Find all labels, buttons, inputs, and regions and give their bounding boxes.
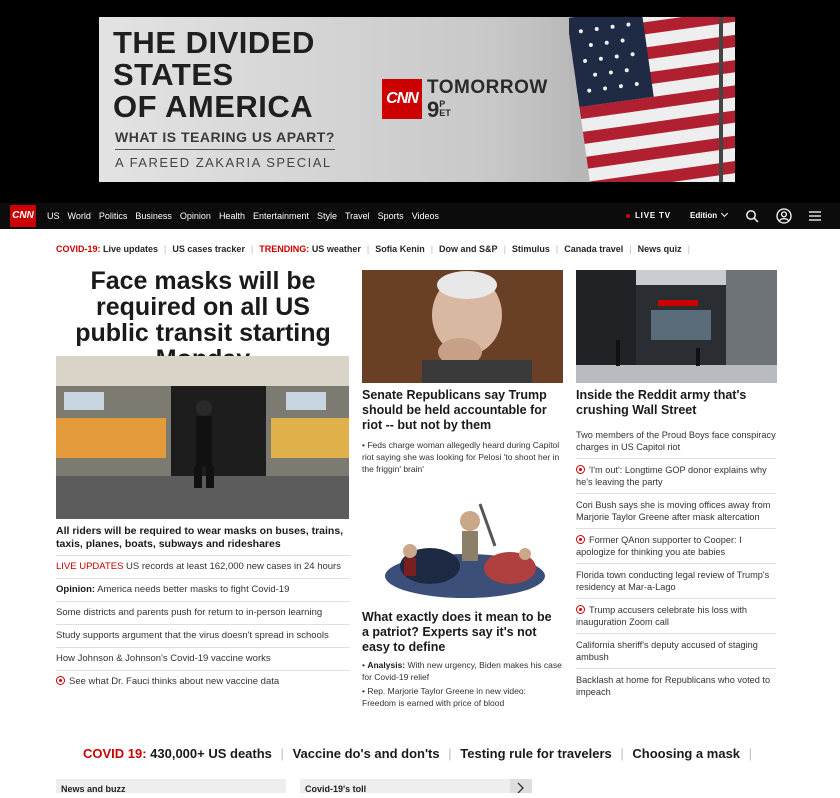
nav-link-health[interactable]: Health	[218, 211, 245, 221]
list-item[interactable]: Cori Bush says she is moving offices away from Marjorie Taylor Greene after mask altercation	[576, 494, 776, 529]
nav-links	[47, 203, 447, 229]
play-icon	[576, 465, 585, 474]
list-item[interactable]: LIVE UPDATES US records at least 162,000 new cases in 24 hours	[56, 555, 350, 578]
nav-link-politics[interactable]: Politics	[98, 211, 128, 221]
covid-testing-link[interactable]: Testing rule for travelers	[460, 746, 612, 761]
trending-live-updates[interactable]: Live updates	[103, 244, 159, 254]
nav-link-videos[interactable]: Videos	[411, 211, 440, 221]
covid-toll-header[interactable]: Covid-19's toll	[300, 779, 510, 793]
covid-mask-link[interactable]: Choosing a mask	[632, 746, 741, 761]
play-icon	[576, 605, 585, 614]
nav-link-sports[interactable]: Sports	[377, 211, 404, 221]
flag-image	[569, 17, 735, 182]
trending-stimulus[interactable]: Stimulus	[511, 244, 550, 254]
list-item[interactable]: California sheriff's deputy accused of staging ambush	[576, 634, 776, 669]
list-item[interactable]: Former QAnon supporter to Cooper: I apologize for thinking you ate babies	[576, 529, 776, 564]
list-item[interactable]: • Rep. Marjorie Taylor Greene in new video: Freedom is earned with price of blood	[362, 686, 526, 708]
trending-dow-sp[interactable]: Dow and S&P	[439, 244, 498, 254]
nav-link-travel[interactable]: Travel	[345, 211, 370, 221]
patriot-headline[interactable]: What exactly does it mean to be a patriot? Experts say it's not easy to define	[362, 610, 552, 654]
nav-link-style[interactable]: Style	[316, 211, 337, 221]
cnn-logo[interactable]: CNN	[10, 205, 36, 227]
covid-vaccine-link[interactable]: Vaccine do's and don'ts	[292, 746, 440, 761]
list-item[interactable]: See what Dr. Fauci thinks about new vaccine data	[56, 670, 350, 693]
senate-subheadline[interactable]: • Feds charge woman allegedly heard during Capitol riot saying she was looking for Pelosi 'to shoot her in the friggin' brain'	[362, 440, 560, 474]
lead-headline[interactable]: Face masks will be required on all US public transit starting	[75, 267, 331, 347]
covid-deaths-link[interactable]: COVID 19: 430,000+ US deaths	[82, 746, 272, 761]
live-dot-icon	[626, 214, 630, 218]
edition-dropdown[interactable]: Edition	[690, 211, 727, 220]
play-icon	[56, 676, 65, 685]
top-nav	[0, 203, 840, 229]
list-item[interactable]: How Johnson & Johnson's Covid-19 vaccine works	[56, 647, 350, 670]
nav-link-business[interactable]: Business	[135, 211, 172, 221]
list-item[interactable]: Opinion: America needs better masks to fight Covid-19	[56, 578, 350, 601]
account-icon[interactable]	[776, 208, 792, 224]
list-item[interactable]: Florida town conducting legal review of Trump's residency at Mar-a-Lago	[576, 564, 776, 599]
trending-us-weather[interactable]: US weather	[311, 244, 361, 254]
play-icon	[576, 535, 585, 544]
search-icon[interactable]	[745, 209, 759, 223]
lead-related-list	[56, 555, 350, 693]
trending-canada-travel[interactable]: Canada travel	[564, 244, 624, 254]
trending-bar: COVID-19: Live updates | US cases tracker | TRENDING: US weather | Sofia Kenin | Dow and S&P | Stimulus | Canada travel | News quiz |	[56, 244, 690, 254]
right-related-list	[576, 424, 776, 703]
covid-label: COVID-19:	[56, 244, 101, 254]
patriot-illustration[interactable]	[370, 496, 560, 602]
trending-sofia-kenin[interactable]: Sofia Kenin	[375, 244, 425, 254]
ad-subtitle: WHAT IS TEARING US APART?	[115, 129, 335, 150]
ad-tomorrow: TOMORROW	[427, 77, 548, 98]
nav-link-opinion[interactable]: Opinion	[179, 211, 211, 221]
chevron-down-icon	[721, 210, 728, 217]
list-item[interactable]: Some districts and parents push for return to in-person learning	[56, 601, 350, 624]
ad-special: A FAREED ZAKARIA SPECIAL	[115, 155, 332, 170]
nav-link-us[interactable]: US	[47, 211, 60, 221]
ad-headline: THE DIVIDED STATES OF AMERICA	[113, 25, 315, 124]
list-item[interactable]: • Analysis: With new urgency, Biden makes his case for Covid-19 relief	[362, 660, 562, 682]
list-item[interactable]: Study supports argument that the virus doesn't spread in schools	[56, 624, 350, 647]
trending-news-quiz[interactable]: News quiz	[637, 244, 682, 254]
ad-banner-container	[0, 0, 840, 203]
ad-time: 9P ET	[427, 97, 451, 122]
news-and-buzz-header[interactable]: News and buzz	[56, 779, 286, 793]
live-tv-link[interactable]: LIVE TV	[626, 211, 671, 220]
list-item[interactable]: 'I'm out': Longtime GOP donor explains why he's leaving the party	[576, 459, 776, 494]
nav-link-world[interactable]: World	[67, 211, 91, 221]
senate-headline[interactable]: Senate Republicans say Trump should be held accountable for riot -- but not by them	[362, 388, 547, 432]
subway-image[interactable]	[56, 356, 349, 519]
covid-bar: COVID 19: 430,000+ US deaths | Vaccine do's and don'ts | Testing rule for travelers | Choosing a mask |	[82, 746, 753, 761]
list-item[interactable]: Trump accusers celebrate his loss with inauguration Zoom call	[576, 599, 776, 634]
reddit-headline[interactable]: Inside the Reddit army that's crushing Wall Street	[576, 388, 747, 417]
trending-label: TRENDING:	[259, 244, 310, 254]
patriot-subitems	[362, 659, 562, 711]
ad-banner[interactable]	[99, 17, 735, 182]
list-item[interactable]: Backlash at home for Republicans who voted to impeach	[576, 675, 771, 697]
ad-cnn-logo: CNN	[382, 79, 422, 119]
senator-image[interactable]	[362, 270, 563, 383]
list-item[interactable]: Two members of the Proud Boys face conspiracy charges in US Capitol riot	[576, 424, 776, 459]
nav-link-entertainment[interactable]: Entertainment	[252, 211, 309, 221]
lead-caption[interactable]: All riders will be required to wear masks on buses, trains, taxis, planes, boats, subways and rideshares	[56, 525, 344, 550]
wall-street-image[interactable]	[576, 270, 777, 383]
trending-us-cases-tracker[interactable]: US cases tracker	[172, 244, 245, 254]
menu-icon[interactable]	[808, 209, 822, 223]
